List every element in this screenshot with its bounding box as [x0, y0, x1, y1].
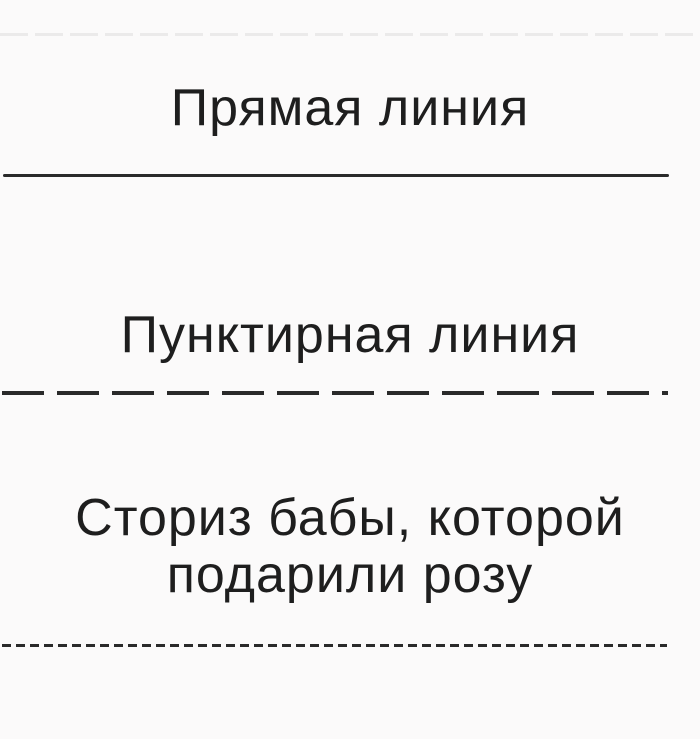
faint-top-line [0, 33, 700, 36]
straight-line [3, 174, 669, 177]
straight-line-label: Прямая линия [170, 79, 530, 137]
dashed-line-label: Пунктирная линия [120, 306, 580, 364]
stories-line-label: Сториз бабы, которой подарили розу [75, 489, 625, 604]
dashed-line [2, 391, 668, 395]
stories-segments-line [2, 644, 667, 647]
